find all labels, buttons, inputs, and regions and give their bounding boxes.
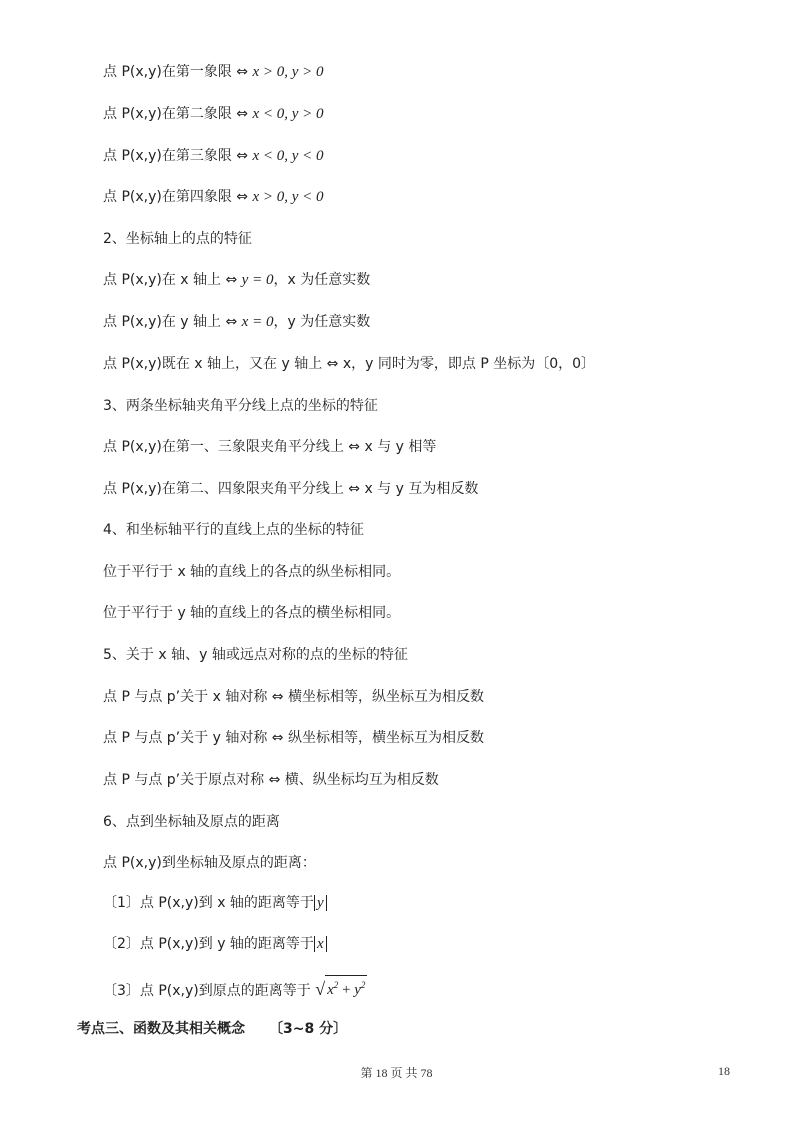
section-6-item-1 bbox=[103, 893, 327, 913]
section-5-line-3 bbox=[103, 770, 439, 790]
absolute-value-x: x bbox=[314, 936, 327, 952]
note: x 与 y 互为相反数 bbox=[364, 481, 479, 497]
statement: 〔2〕点 P(x,y)到 y 轴的距离等于 bbox=[103, 936, 314, 952]
quadrant-line-1 bbox=[103, 62, 324, 82]
equivalence-arrow: ⇔ bbox=[271, 689, 284, 705]
note: ，y 为任意实数 bbox=[273, 314, 371, 330]
section-2-line-2 bbox=[103, 312, 370, 332]
quadrant-line-4 bbox=[103, 187, 324, 207]
section-2-line-1 bbox=[103, 270, 370, 290]
plus-sign: + bbox=[338, 982, 355, 998]
section-5-title: 5、关于 x 轴、y 轴或远点对称的点的坐标的特征 bbox=[103, 647, 408, 663]
section-5-line-1 bbox=[103, 687, 484, 707]
statement: 〔3〕点 P(x,y)到原点的距离等于 bbox=[103, 983, 311, 999]
page-number: 18 bbox=[718, 1064, 730, 1078]
equivalence-arrow: ⇔ bbox=[236, 64, 249, 80]
note: 纵坐标相等，横坐标互为相反数 bbox=[287, 730, 484, 746]
section-2-line-3 bbox=[103, 354, 595, 374]
quadrant-condition: x > 0, y < 0 bbox=[252, 189, 324, 205]
section-4-line-1: 位于平行于 x 轴的直线上的各点的纵坐标相同。 bbox=[103, 564, 401, 580]
statement: 点 P(x,y)在 y 轴上 bbox=[103, 314, 222, 330]
quadrant-text: 点 P(x,y)在第四象限 bbox=[103, 189, 232, 205]
statement: 点 P 与点 p’关于 x 轴对称 bbox=[103, 689, 268, 705]
statement: 点 P(x,y)在 x 轴上 bbox=[103, 272, 222, 288]
square-root-expression bbox=[315, 975, 367, 998]
section-4-line-2: 位于平行于 y 轴的直线上的各点的横坐标相同。 bbox=[103, 605, 401, 621]
section-6-intro: 点 P(x,y)到坐标轴及原点的距离： bbox=[103, 855, 316, 871]
note: 横坐标相等，纵坐标互为相反数 bbox=[287, 689, 484, 705]
term-x: x bbox=[327, 982, 334, 998]
heading-title: 考点三、函数及其相关概念 bbox=[77, 1021, 245, 1037]
equivalence-arrow: ⇔ bbox=[326, 356, 339, 372]
condition: x = 0 bbox=[241, 314, 274, 330]
radical-sign-icon: √ bbox=[315, 979, 326, 999]
section-2-title: 2、坐标轴上的点的特征 bbox=[103, 231, 252, 247]
quadrant-text: 点 P(x,y)在第一象限 bbox=[103, 64, 232, 80]
exponent: 2 bbox=[360, 980, 366, 990]
note: ，x 为任意实数 bbox=[273, 272, 371, 288]
note: x，y 同时为零，即点 P 坐标为〔0，0〕 bbox=[342, 356, 596, 372]
statement: 点 P(x,y)在第二、四象限夹角平分线上 bbox=[103, 481, 344, 497]
equivalence-arrow: ⇔ bbox=[271, 730, 284, 746]
statement: 点 P 与点 p’关于原点对称 bbox=[103, 772, 265, 788]
quadrant-text: 点 P(x,y)在第三象限 bbox=[103, 148, 232, 164]
quadrant-condition: x < 0, y < 0 bbox=[252, 148, 324, 164]
section-3-title: 3、两条坐标轴夹角平分线上点的坐标的特征 bbox=[103, 398, 378, 414]
heading-score: 〔3~8 分〕 bbox=[269, 1021, 348, 1037]
absolute-value-y: y bbox=[314, 895, 327, 911]
equivalence-arrow: ⇔ bbox=[268, 772, 281, 788]
section-6-item-3 bbox=[103, 975, 367, 1001]
section-3-line-2 bbox=[103, 479, 478, 499]
radicand bbox=[325, 975, 367, 998]
section-6-item-2 bbox=[103, 934, 327, 954]
quadrant-condition: x > 0, y > 0 bbox=[252, 64, 324, 80]
equivalence-arrow: ⇔ bbox=[225, 272, 238, 288]
page-footer: 第 18 页 共 78 bbox=[360, 1066, 433, 1080]
exponent: 2 bbox=[333, 980, 339, 990]
equivalence-arrow: ⇔ bbox=[236, 148, 249, 164]
note: x 与 y 相等 bbox=[364, 439, 437, 455]
quadrant-line-3 bbox=[103, 146, 324, 166]
equivalence-arrow: ⇔ bbox=[225, 314, 238, 330]
quadrant-line-2 bbox=[103, 104, 324, 124]
statement: 〔1〕点 P(x,y)到 x 轴的距离等于 bbox=[103, 895, 314, 911]
equivalence-arrow: ⇔ bbox=[348, 481, 361, 497]
equivalence-arrow: ⇔ bbox=[236, 106, 249, 122]
quadrant-text: 点 P(x,y)在第二象限 bbox=[103, 106, 232, 122]
term-y: y bbox=[354, 982, 361, 998]
quadrant-condition: x < 0, y > 0 bbox=[252, 106, 324, 122]
equivalence-arrow: ⇔ bbox=[236, 189, 249, 205]
equivalence-arrow: ⇔ bbox=[348, 439, 361, 455]
statement: 点 P(x,y)既在 x 轴上，又在 y 轴上 bbox=[103, 356, 323, 372]
statement: 点 P(x,y)在第一、三象限夹角平分线上 bbox=[103, 439, 344, 455]
condition: y = 0 bbox=[241, 272, 274, 288]
section-4-title: 4、和坐标轴平行的直线上点的坐标的特征 bbox=[103, 522, 364, 538]
topic-heading bbox=[77, 1018, 347, 1038]
note: 横、纵坐标均互为相反数 bbox=[284, 772, 439, 788]
section-6-title: 6、点到坐标轴及原点的距离 bbox=[103, 814, 280, 830]
statement: 点 P 与点 p’关于 y 轴对称 bbox=[103, 730, 268, 746]
section-5-line-2 bbox=[103, 728, 484, 748]
section-3-line-1 bbox=[103, 437, 436, 457]
